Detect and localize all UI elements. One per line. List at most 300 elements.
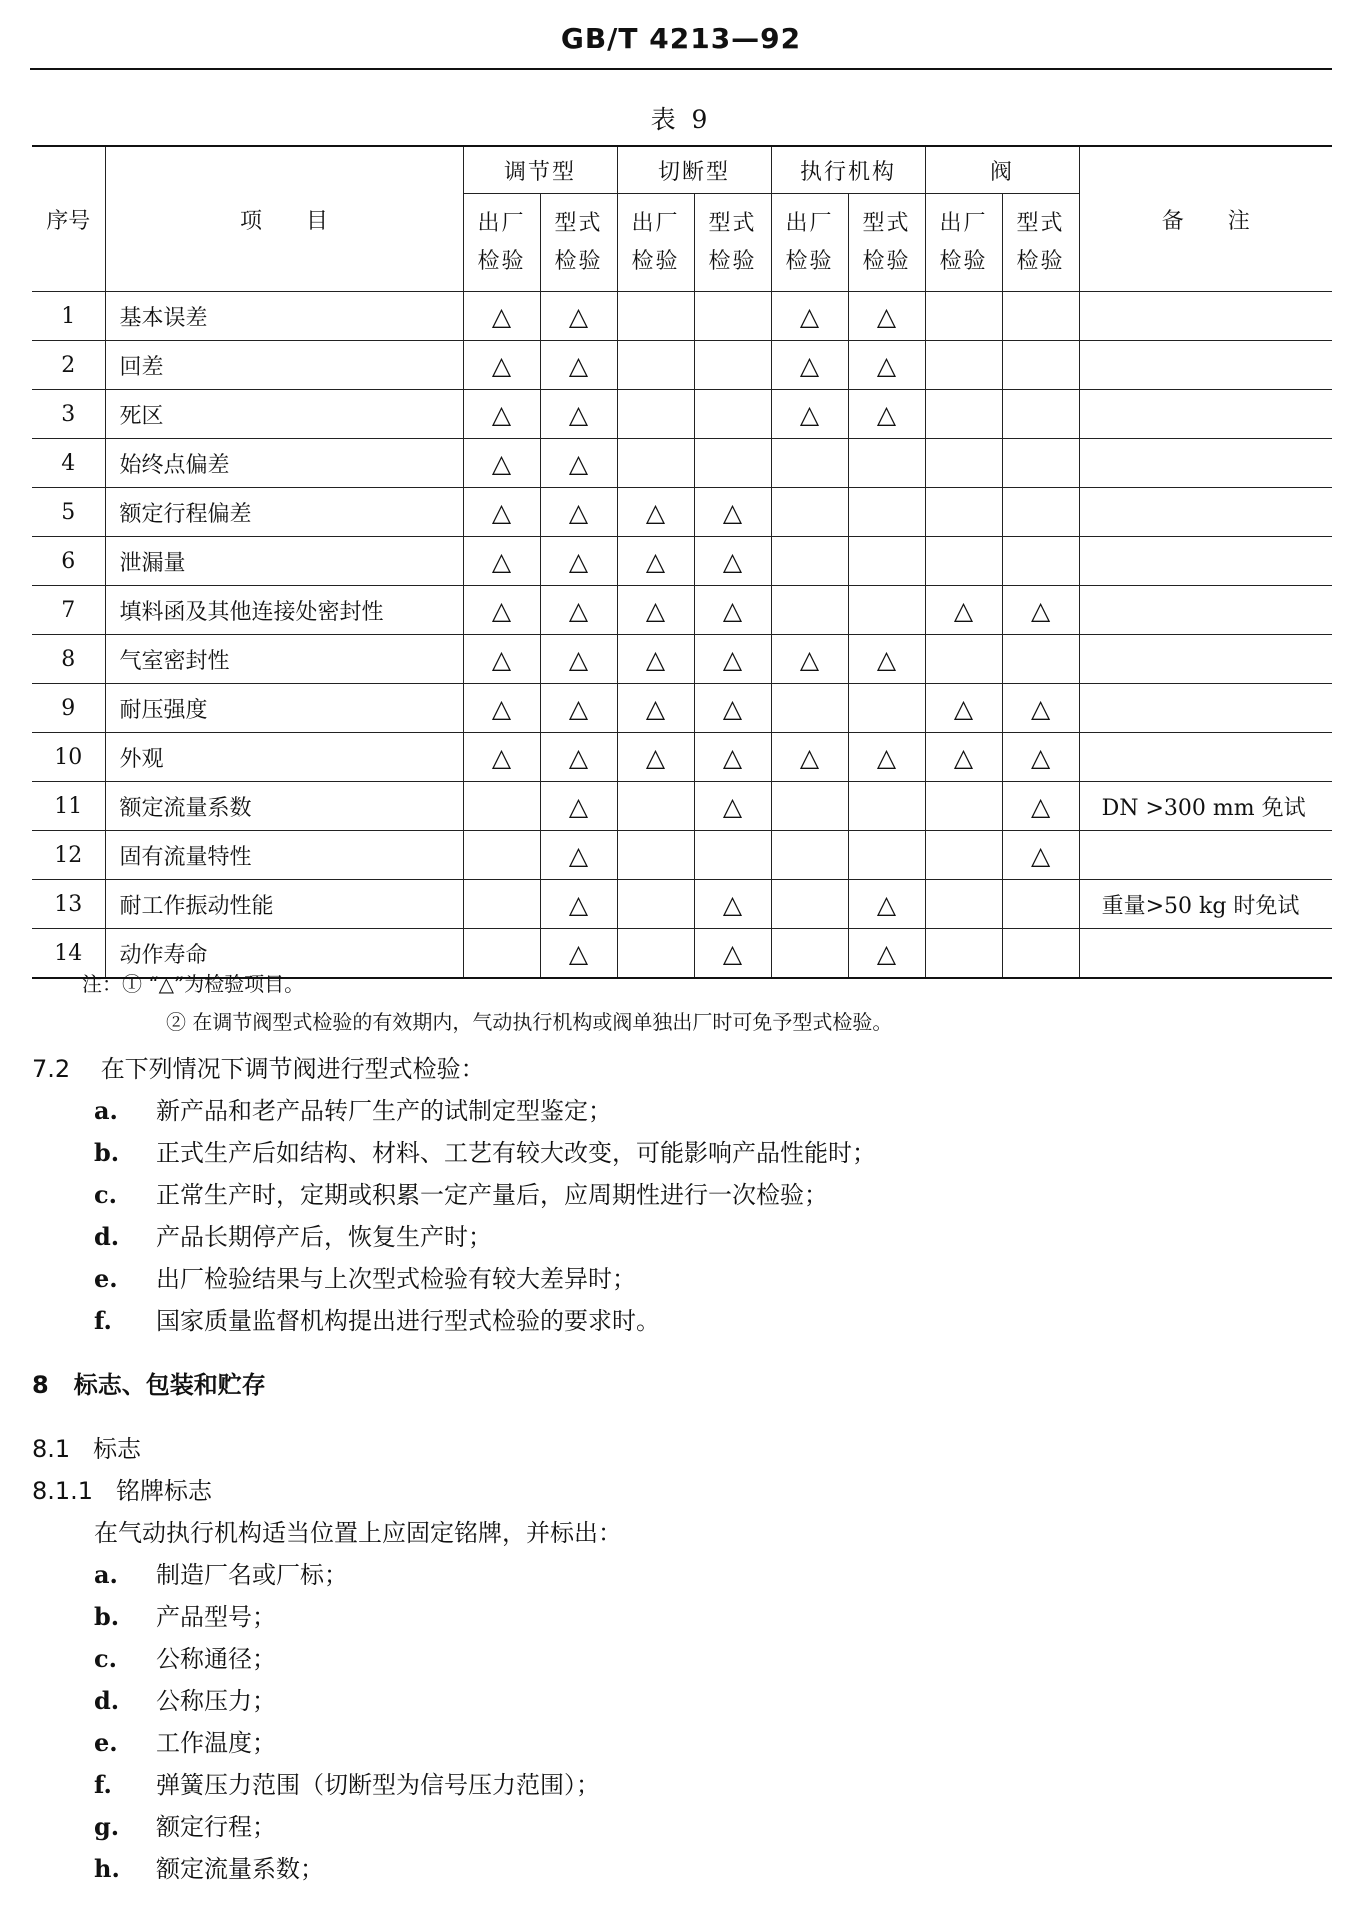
col-item-header: 项 目	[105, 146, 463, 292]
triangle-icon: △	[568, 742, 589, 772]
inspection-mark-cell	[463, 488, 540, 537]
triangle-icon: △	[568, 693, 589, 723]
empty-cell	[925, 439, 1002, 488]
row-note	[1079, 733, 1332, 782]
empty-cell	[848, 537, 925, 586]
inspection-mark-cell	[694, 586, 771, 635]
inspection-mark-cell	[1002, 684, 1079, 733]
inspection-mark-cell	[925, 586, 1002, 635]
triangle-icon: △	[722, 595, 743, 625]
list-item-label: c.	[94, 1180, 117, 1209]
inspection-mark-cell	[1002, 586, 1079, 635]
row-index: 7	[32, 586, 105, 635]
row-note	[1079, 439, 1332, 488]
empty-cell	[1002, 292, 1079, 341]
sub-header-type: 型式 检验	[540, 194, 617, 292]
empty-cell	[771, 537, 848, 586]
list-item-text: 出厂检验结果与上次型式检验有较大差异时；	[156, 1265, 636, 1293]
section-number: 7.2	[32, 1055, 71, 1083]
inspection-mark-cell	[540, 635, 617, 684]
sub-header-factory: 出厂 检验	[617, 194, 694, 292]
list-item-text: 公称压力；	[156, 1687, 276, 1715]
inspection-mark-cell	[540, 537, 617, 586]
list-item-text: 正式生产后如结构、材料、工艺有较大改变，可能影响产品性能时；	[156, 1139, 876, 1167]
triangle-icon: △	[722, 497, 743, 527]
list-item	[32, 1806, 1322, 1848]
inspection-mark-cell	[694, 488, 771, 537]
inspection-mark-cell	[771, 341, 848, 390]
triangle-icon: △	[568, 546, 589, 576]
list-item	[32, 1680, 1322, 1722]
list-item-text: 公称通径；	[156, 1645, 276, 1673]
triangle-icon: △	[799, 399, 820, 429]
document-body	[32, 1048, 1322, 1890]
list-item-label: d.	[94, 1222, 120, 1251]
inspection-mark-cell	[771, 635, 848, 684]
inspection-mark-cell	[1002, 733, 1079, 782]
row-note	[1079, 635, 1332, 684]
empty-cell	[771, 782, 848, 831]
inspection-mark-cell	[694, 684, 771, 733]
inspection-mark-cell	[540, 586, 617, 635]
inspection-mark-cell	[540, 880, 617, 929]
inspection-mark-cell	[540, 341, 617, 390]
row-note	[1079, 292, 1332, 341]
list-item-text: 制造厂名或厂标；	[156, 1561, 348, 1589]
triangle-icon: △	[799, 350, 820, 380]
table-row	[32, 488, 1332, 537]
list-item-text: 工作温度；	[156, 1729, 276, 1757]
empty-cell	[848, 586, 925, 635]
empty-cell	[1002, 880, 1079, 929]
triangle-icon: △	[568, 595, 589, 625]
row-note	[1079, 831, 1332, 880]
empty-cell	[694, 341, 771, 390]
row-note	[1079, 929, 1332, 979]
triangle-icon: △	[799, 644, 820, 674]
list-item	[32, 1174, 1322, 1216]
triangle-icon: △	[645, 742, 666, 772]
table-row	[32, 341, 1332, 390]
triangle-icon: △	[876, 644, 897, 674]
empty-cell	[925, 880, 1002, 929]
triangle-icon: △	[1030, 791, 1051, 821]
sub-header-factory: 出厂 检验	[463, 194, 540, 292]
list-item-label: b.	[94, 1602, 120, 1631]
row-note	[1079, 390, 1332, 439]
empty-cell	[771, 831, 848, 880]
list-item	[32, 1764, 1322, 1806]
triangle-icon: △	[568, 840, 589, 870]
inspection-mark-cell	[617, 586, 694, 635]
triangle-icon: △	[491, 693, 512, 723]
triangle-icon: △	[876, 889, 897, 919]
table-notes	[82, 965, 892, 1041]
section-8-1-1-list	[32, 1554, 1322, 1890]
triangle-icon: △	[876, 742, 897, 772]
inspection-mark-cell	[540, 488, 617, 537]
section-title: 标志、包装和贮存	[73, 1370, 266, 1399]
inspection-table	[32, 145, 1332, 979]
inspection-mark-cell	[617, 488, 694, 537]
row-note: DN >300 mm 免试	[1079, 782, 1332, 831]
table-row	[32, 439, 1332, 488]
row-note	[1079, 341, 1332, 390]
empty-cell	[925, 341, 1002, 390]
triangle-icon: △	[953, 693, 974, 723]
inspection-mark-cell	[540, 684, 617, 733]
triangle-icon: △	[568, 889, 589, 919]
inspection-mark-cell	[463, 635, 540, 684]
table-caption: 表 9	[650, 105, 712, 134]
inspection-mark-cell	[694, 880, 771, 929]
list-item	[32, 1554, 1322, 1596]
row-item: 固有流量特性	[105, 831, 463, 880]
triangle-icon: △	[645, 497, 666, 527]
triangle-icon: △	[722, 742, 743, 772]
list-item-text: 产品长期停产后，恢复生产时；	[156, 1223, 492, 1251]
empty-cell	[1002, 488, 1079, 537]
list-item-text: 弹簧压力范围（切断型为信号压力范围）；	[156, 1771, 600, 1799]
triangle-icon: △	[645, 546, 666, 576]
standard-code-header: GB/T 4213—92	[560, 22, 802, 55]
triangle-icon: △	[1030, 840, 1051, 870]
list-item-label: e.	[94, 1264, 118, 1293]
section-number: 8.1	[32, 1435, 71, 1463]
inspection-mark-cell	[463, 341, 540, 390]
group-header: 调节型	[463, 146, 617, 194]
section-8-1-1-heading	[32, 1470, 1322, 1512]
sub-header-type: 型式 检验	[1002, 194, 1079, 292]
row-item: 基本误差	[105, 292, 463, 341]
list-item-text: 产品型号；	[156, 1603, 276, 1631]
empty-cell	[1002, 929, 1079, 979]
inspection-mark-cell	[771, 390, 848, 439]
inspection-mark-cell	[463, 292, 540, 341]
section-8-heading	[32, 1364, 1322, 1406]
section-title: 铭牌标志	[115, 1477, 212, 1505]
list-item	[32, 1300, 1322, 1342]
inspection-mark-cell	[617, 537, 694, 586]
table-row	[32, 684, 1332, 733]
inspection-mark-cell	[617, 684, 694, 733]
table-row	[32, 880, 1332, 929]
list-item-text: 新产品和老产品转厂生产的试制定型鉴定；	[156, 1097, 612, 1125]
triangle-icon: △	[722, 644, 743, 674]
empty-cell	[617, 439, 694, 488]
row-index: 13	[32, 880, 105, 929]
row-item: 回差	[105, 341, 463, 390]
list-item	[32, 1722, 1322, 1764]
triangle-icon: △	[876, 938, 897, 968]
row-note	[1079, 537, 1332, 586]
empty-cell	[925, 537, 1002, 586]
sub-header-type: 型式 检验	[848, 194, 925, 292]
list-item-text: 正常生产时，定期或积累一定产量后，应周期性进行一次检验；	[156, 1181, 828, 1209]
row-index: 11	[32, 782, 105, 831]
inspection-mark-cell	[848, 390, 925, 439]
empty-cell	[617, 782, 694, 831]
table-row	[32, 831, 1332, 880]
inspection-mark-cell	[463, 586, 540, 635]
triangle-icon: △	[568, 938, 589, 968]
row-index: 6	[32, 537, 105, 586]
inspection-mark-cell	[463, 439, 540, 488]
triangle-icon: △	[568, 497, 589, 527]
list-item-label: h.	[94, 1854, 120, 1883]
triangle-icon: △	[876, 350, 897, 380]
section-8-1-1-intro: 在气动执行机构适当位置上应固定铭牌，并标出：	[94, 1519, 622, 1547]
table-row	[32, 292, 1332, 341]
row-item: 耐工作振动性能	[105, 880, 463, 929]
row-index: 5	[32, 488, 105, 537]
triangle-icon: △	[876, 399, 897, 429]
inspection-mark-cell	[540, 292, 617, 341]
list-item	[32, 1132, 1322, 1174]
empty-cell	[463, 880, 540, 929]
inspection-mark-cell	[694, 635, 771, 684]
table-row	[32, 586, 1332, 635]
row-note	[1079, 684, 1332, 733]
triangle-icon: △	[568, 301, 589, 331]
list-item-text: 国家质量监督机构提出进行型式检验的要求时。	[156, 1307, 660, 1335]
row-item: 气室密封性	[105, 635, 463, 684]
empty-cell	[694, 292, 771, 341]
list-item-label: e.	[94, 1728, 118, 1757]
list-item-label: g.	[94, 1812, 120, 1841]
empty-cell	[848, 488, 925, 537]
row-item: 额定行程偏差	[105, 488, 463, 537]
table-row	[32, 390, 1332, 439]
section-8-1-heading	[32, 1428, 1322, 1470]
col-note-header: 备 注	[1079, 146, 1332, 292]
empty-cell	[925, 635, 1002, 684]
triangle-icon: △	[722, 791, 743, 821]
triangle-icon: △	[799, 301, 820, 331]
inspection-mark-cell	[540, 390, 617, 439]
triangle-icon: △	[568, 791, 589, 821]
inspection-mark-cell	[540, 439, 617, 488]
row-index: 9	[32, 684, 105, 733]
triangle-icon: △	[491, 448, 512, 478]
list-item	[32, 1596, 1322, 1638]
row-item: 始终点偏差	[105, 439, 463, 488]
row-item: 耐压强度	[105, 684, 463, 733]
list-item-label: c.	[94, 1644, 117, 1673]
inspection-mark-cell	[925, 733, 1002, 782]
empty-cell	[1002, 341, 1079, 390]
empty-cell	[617, 341, 694, 390]
row-index: 3	[32, 390, 105, 439]
empty-cell	[925, 929, 1002, 979]
empty-cell	[617, 292, 694, 341]
empty-cell	[771, 684, 848, 733]
list-item	[32, 1638, 1322, 1680]
list-item-label: a.	[94, 1560, 118, 1589]
section-7-2-list	[32, 1090, 1322, 1342]
row-index: 10	[32, 733, 105, 782]
triangle-icon: △	[491, 350, 512, 380]
row-note	[1079, 488, 1332, 537]
inspection-mark-cell	[463, 684, 540, 733]
row-item: 泄漏量	[105, 537, 463, 586]
inspection-mark-cell	[463, 390, 540, 439]
inspection-mark-cell	[540, 782, 617, 831]
inspection-mark-cell	[463, 537, 540, 586]
empty-cell	[1002, 390, 1079, 439]
inspection-mark-cell	[540, 733, 617, 782]
empty-cell	[617, 880, 694, 929]
inspection-mark-cell	[1002, 831, 1079, 880]
row-note	[1079, 586, 1332, 635]
inspection-mark-cell	[694, 733, 771, 782]
empty-cell	[925, 292, 1002, 341]
table-body	[32, 292, 1332, 979]
empty-cell	[848, 782, 925, 831]
inspection-mark-cell	[694, 782, 771, 831]
table-note: ② 在调节阀型式检验的有效期内，气动执行机构或阀单独出厂时可免予型式检验。	[166, 1010, 893, 1034]
triangle-icon: △	[953, 742, 974, 772]
triangle-icon: △	[491, 644, 512, 674]
list-item-label: b.	[94, 1138, 120, 1167]
triangle-icon: △	[491, 546, 512, 576]
empty-cell	[694, 831, 771, 880]
inspection-mark-cell	[463, 733, 540, 782]
sub-header-factory: 出厂 检验	[925, 194, 1002, 292]
empty-cell	[771, 880, 848, 929]
inspection-mark-cell	[848, 733, 925, 782]
empty-cell	[617, 831, 694, 880]
triangle-icon: △	[645, 595, 666, 625]
row-index: 14	[32, 929, 105, 979]
row-item: 动作寿命	[105, 929, 463, 979]
triangle-icon: △	[1030, 693, 1051, 723]
empty-cell	[1002, 537, 1079, 586]
inspection-mark-cell	[848, 635, 925, 684]
row-item: 死区	[105, 390, 463, 439]
empty-cell	[925, 390, 1002, 439]
row-index: 12	[32, 831, 105, 880]
triangle-icon: △	[799, 742, 820, 772]
empty-cell	[925, 782, 1002, 831]
list-item	[32, 1258, 1322, 1300]
header-rule	[30, 68, 1332, 70]
section-number: 8.1.1	[32, 1477, 94, 1505]
empty-cell	[848, 439, 925, 488]
triangle-icon: △	[568, 448, 589, 478]
row-item: 外观	[105, 733, 463, 782]
triangle-icon: △	[1030, 742, 1051, 772]
empty-cell	[1002, 635, 1079, 684]
section-7-2-heading	[32, 1048, 1322, 1090]
list-item-text: 额定行程；	[156, 1813, 276, 1841]
empty-cell	[463, 831, 540, 880]
triangle-icon: △	[876, 301, 897, 331]
empty-cell	[617, 390, 694, 439]
empty-cell	[771, 586, 848, 635]
triangle-icon: △	[645, 644, 666, 674]
triangle-icon: △	[722, 693, 743, 723]
group-header: 切断型	[617, 146, 771, 194]
triangle-icon: △	[722, 889, 743, 919]
table-row	[32, 733, 1332, 782]
inspection-mark-cell	[848, 880, 925, 929]
empty-cell	[463, 782, 540, 831]
triangle-icon: △	[722, 546, 743, 576]
triangle-icon: △	[491, 301, 512, 331]
empty-cell	[771, 439, 848, 488]
inspection-mark-cell	[540, 831, 617, 880]
triangle-icon: △	[568, 350, 589, 380]
empty-cell	[925, 488, 1002, 537]
list-item-label: f.	[94, 1770, 112, 1799]
inspection-mark-cell	[848, 292, 925, 341]
row-item: 填料函及其他连接处密封性	[105, 586, 463, 635]
section-title: 在下列情况下调节阀进行型式检验：	[100, 1055, 485, 1083]
inspection-mark-cell	[694, 537, 771, 586]
group-header: 执行机构	[771, 146, 925, 194]
row-index: 8	[32, 635, 105, 684]
triangle-icon: △	[1030, 595, 1051, 625]
table-row	[32, 537, 1332, 586]
sub-header-factory: 出厂 检验	[771, 194, 848, 292]
inspection-mark-cell	[771, 292, 848, 341]
inspection-mark-cell	[617, 635, 694, 684]
row-note: 重量>50 kg 时免试	[1079, 880, 1332, 929]
list-item	[32, 1848, 1322, 1890]
triangle-icon: △	[491, 399, 512, 429]
inspection-mark-cell	[771, 733, 848, 782]
row-index: 1	[32, 292, 105, 341]
empty-cell	[1002, 439, 1079, 488]
empty-cell	[771, 488, 848, 537]
list-item	[32, 1090, 1322, 1132]
inspection-mark-cell	[617, 733, 694, 782]
table-row	[32, 635, 1332, 684]
sub-header-type: 型式 检验	[694, 194, 771, 292]
row-index: 4	[32, 439, 105, 488]
triangle-icon: △	[722, 938, 743, 968]
empty-cell	[694, 439, 771, 488]
table-row	[32, 782, 1332, 831]
row-index: 2	[32, 341, 105, 390]
triangle-icon: △	[491, 497, 512, 527]
table-note: 注：① “△”为检验项目。	[82, 972, 305, 996]
empty-cell	[848, 684, 925, 733]
list-item-text: 额定流量系数；	[156, 1855, 324, 1883]
inspection-mark-cell	[1002, 782, 1079, 831]
triangle-icon: △	[491, 742, 512, 772]
inspection-mark-cell	[925, 684, 1002, 733]
empty-cell	[694, 390, 771, 439]
empty-cell	[925, 831, 1002, 880]
section-title: 标志	[93, 1435, 142, 1463]
triangle-icon: △	[568, 644, 589, 674]
triangle-icon: △	[491, 595, 512, 625]
empty-cell	[848, 831, 925, 880]
section-number: 8	[32, 1371, 49, 1399]
group-header: 阀	[925, 146, 1079, 194]
inspection-mark-cell	[848, 341, 925, 390]
list-item-label: f.	[94, 1306, 112, 1335]
triangle-icon: △	[645, 693, 666, 723]
list-item-label: a.	[94, 1096, 118, 1125]
triangle-icon: △	[953, 595, 974, 625]
triangle-icon: △	[568, 399, 589, 429]
row-item: 额定流量系数	[105, 782, 463, 831]
list-item-label: d.	[94, 1686, 120, 1715]
col-index-header: 序号	[32, 146, 105, 292]
